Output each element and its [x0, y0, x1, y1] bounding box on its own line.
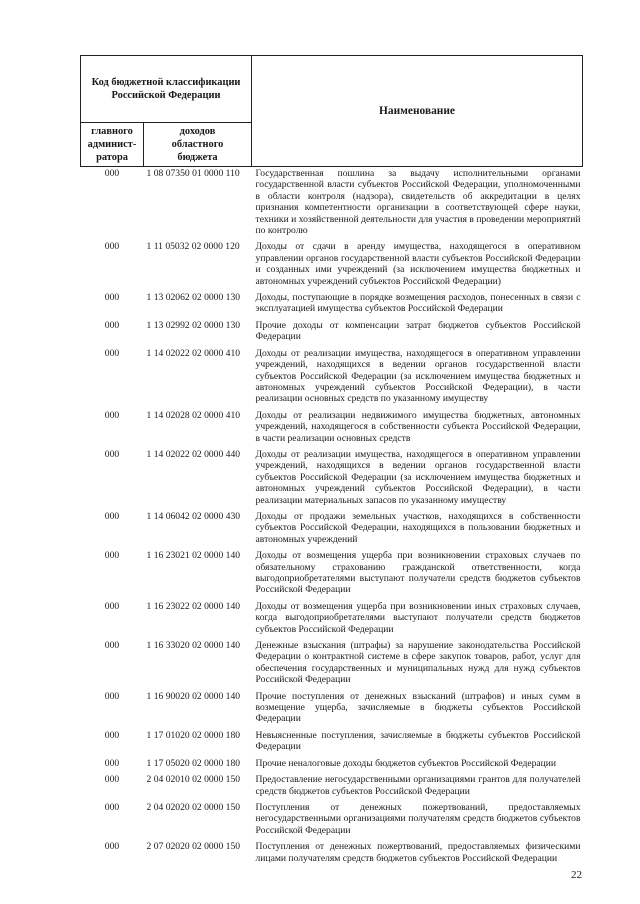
table-row — [81, 841, 583, 869]
income-name-cell: Доходы от реализации недвижимого имущества бюджетных, автономных учреждений, находящегося в собственности субъекта Российской Федерации, в части реализации основных средств — [255, 409, 581, 444]
table-row — [81, 241, 583, 292]
income-code-cell: 1 16 23021 02 0000 140 — [146, 550, 241, 562]
page-number: 22 — [571, 869, 582, 881]
table-row — [81, 348, 583, 410]
table-row — [81, 691, 583, 730]
header-admin-column — [81, 123, 144, 167]
admin-code-cell: 000 — [104, 448, 120, 460]
income-code-cell: 1 13 02062 02 0000 130 — [146, 292, 241, 304]
table-row — [81, 730, 583, 758]
table-row — [81, 774, 583, 802]
header-group-title: Код бюджетной классификации Российской Федерации — [81, 56, 252, 123]
income-name-cell: Прочие поступления от денежных взысканий (штрафов) и иных сумм в возмещение ущерба, зачисляемые в бюджеты субъектов Российской Федерации — [255, 690, 581, 725]
admin-code-cell: 000 — [104, 757, 120, 769]
admin-code-cell: 000 — [104, 510, 120, 522]
income-code-cell: 1 14 02022 02 0000 410 — [146, 347, 241, 359]
admin-code-cell: 000 — [104, 550, 120, 562]
admin-code-cell: 000 — [104, 292, 120, 304]
admin-code-cell: 000 — [104, 241, 120, 253]
income-code-cell: 1 14 06042 02 0000 430 — [146, 510, 241, 522]
table-row — [81, 320, 583, 348]
income-name-cell: Доходы, поступающие в порядке возмещения расходов, понесенных в связи с эксплуатацией имущества субъектов Российской Федерации — [255, 292, 581, 315]
admin-code-cell: 000 — [104, 640, 120, 652]
table-row — [81, 550, 583, 601]
income-name-cell: Доходы от продажи земельных участков, находящихся в собственности субъектов Российской Федерации, находящихся в пользовании бюджетных и автономных учреждений — [255, 510, 581, 545]
header-income-line: доходов — [179, 126, 216, 137]
income-code-cell: 1 13 02992 02 0000 130 — [146, 319, 241, 331]
income-code-cell: 1 16 90020 02 0000 140 — [146, 690, 241, 702]
income-code-cell: 2 04 02010 02 0000 150 — [146, 774, 241, 786]
admin-code-cell: 000 — [104, 168, 120, 179]
table-row — [81, 449, 583, 511]
table-row — [81, 292, 583, 320]
income-code-cell: 1 17 05020 02 0000 180 — [146, 757, 241, 769]
income-name-cell: Доходы от возмещения ущерба при возникновении иных страховых случаев, когда выгодоприобретателями выступают получатели средств бюджетов субъектов Российской Федерации — [255, 600, 581, 635]
header-income-line: областного — [171, 139, 224, 150]
income-code-cell: 2 07 02020 02 0000 150 — [146, 841, 241, 853]
income-name-cell: Денежные взыскания (штрафы) за нарушение законодательства Российской Федерации о контрактной системе в сфере закупок товаров, работ, услуг для обеспечения государственных и муниципальных нужд для нужд субъектов Российской Федерации — [255, 640, 581, 686]
admin-code-cell: 000 — [104, 347, 120, 359]
income-code-cell: 1 11 05032 02 0000 120 — [146, 241, 240, 253]
header-income-line: бюджета — [177, 152, 218, 163]
table-row — [81, 802, 583, 841]
admin-code-cell: 000 — [104, 600, 120, 612]
admin-code-cell: 000 — [104, 774, 120, 786]
income-name-cell: Поступления от денежных пожертвований, предоставляемых физическими лицами получателям средств бюджетов субъектов Российской Федерации — [255, 841, 581, 864]
income-code-cell: 1 08 07350 01 0000 110 — [146, 168, 240, 179]
admin-code-cell: 000 — [104, 690, 120, 702]
table-header-row — [81, 56, 583, 123]
table-row — [81, 167, 583, 242]
income-code-cell: 1 14 02028 02 0000 410 — [146, 409, 241, 421]
header-admin-line: главного — [91, 126, 133, 137]
table-row — [81, 601, 583, 640]
header-income-column — [144, 123, 252, 167]
header-name-column: Наименование — [252, 56, 583, 167]
budget-classification-table — [80, 55, 583, 869]
income-code-cell: 2 04 02020 02 0000 150 — [146, 801, 241, 813]
income-name-cell: Прочие неналоговые доходы бюджетов субъектов Российской Федерации — [255, 757, 557, 769]
income-code-cell: 1 16 33020 02 0000 140 — [146, 640, 241, 652]
income-code-cell: 1 17 01020 02 0000 180 — [146, 729, 241, 741]
income-name-cell: Невыясненные поступления, зачисляемые в бюджеты субъектов Российской Федерации — [255, 729, 581, 753]
income-name-cell: Доходы от сдачи в аренду имущества, находящегося в оперативном управлении органов государственной власти субъектов Российской Федерации и созданных ими учреждений (за исключением имущества бюджетных и автономных учреждений субъектов Российской Федерации) — [255, 241, 581, 287]
income-name-cell: Доходы от возмещения ущерба при возникновении страховых случаев по обязательному страхованию гражданской ответственности, когда выгодоприобретателями выступают получатели средств бюджетов субъектов Российской Федерации — [255, 550, 581, 596]
admin-code-cell: 000 — [104, 319, 120, 331]
header-admin-line: ратора — [96, 152, 128, 163]
admin-code-cell: 000 — [104, 729, 120, 741]
income-name-cell: Доходы от реализации имущества, находящегося в оперативном управлении учреждений, находящихся в ведении органов государственной власти субъектов Российской Федерации (за исключением имущества бюджетных и автономных учреждений субъектов Российской Федерации), в части реализации основных средств по указанному имуществу — [255, 347, 581, 405]
header-admin-line: админист- — [87, 139, 137, 150]
income-code-cell: 1 16 23022 02 0000 140 — [146, 600, 241, 612]
income-name-cell: Прочие доходы от компенсации затрат бюджетов субъектов Российской Федерации — [255, 319, 581, 343]
table-row — [81, 640, 583, 691]
table-body — [81, 167, 583, 869]
income-name-cell: Предоставление негосударственными организациями грантов для получателей средств бюджетов субъектов Российской Федерации — [255, 774, 581, 797]
admin-code-cell: 000 — [104, 801, 120, 813]
table-row — [81, 410, 583, 449]
admin-code-cell: 000 — [104, 841, 120, 853]
income-name-cell: Доходы от реализации имущества, находящегося в оперативном управлении учреждений, находящихся в ведении органов государственной власти субъектов Российской Федерации (за исключением имущества бюджетных и автономных учреждений субъектов Российской Федерации), в части реализации материальных запасов по указанному имуществу — [255, 448, 581, 506]
table-row — [81, 758, 583, 774]
income-name-cell: Поступления от денежных пожертвований, предоставляемых негосударственными организациями получателям средств бюджетов субъектов Российской Федерации — [255, 801, 581, 836]
admin-code-cell: 000 — [104, 409, 120, 421]
table-row — [81, 511, 583, 550]
income-code-cell: 1 14 02022 02 0000 440 — [146, 448, 241, 460]
income-name-cell: Государственная пошлина за выдачу исполнительными органами государственной власти субъектов Российской Федерации, уполномоченными в области контроля (надзора), свидетельств об аккредитации в целях признания компетентности организации в соответствующей сфере науки, техники и хозяйственной деятельности для участия в проведении мероприятий по контролю — [255, 168, 581, 237]
